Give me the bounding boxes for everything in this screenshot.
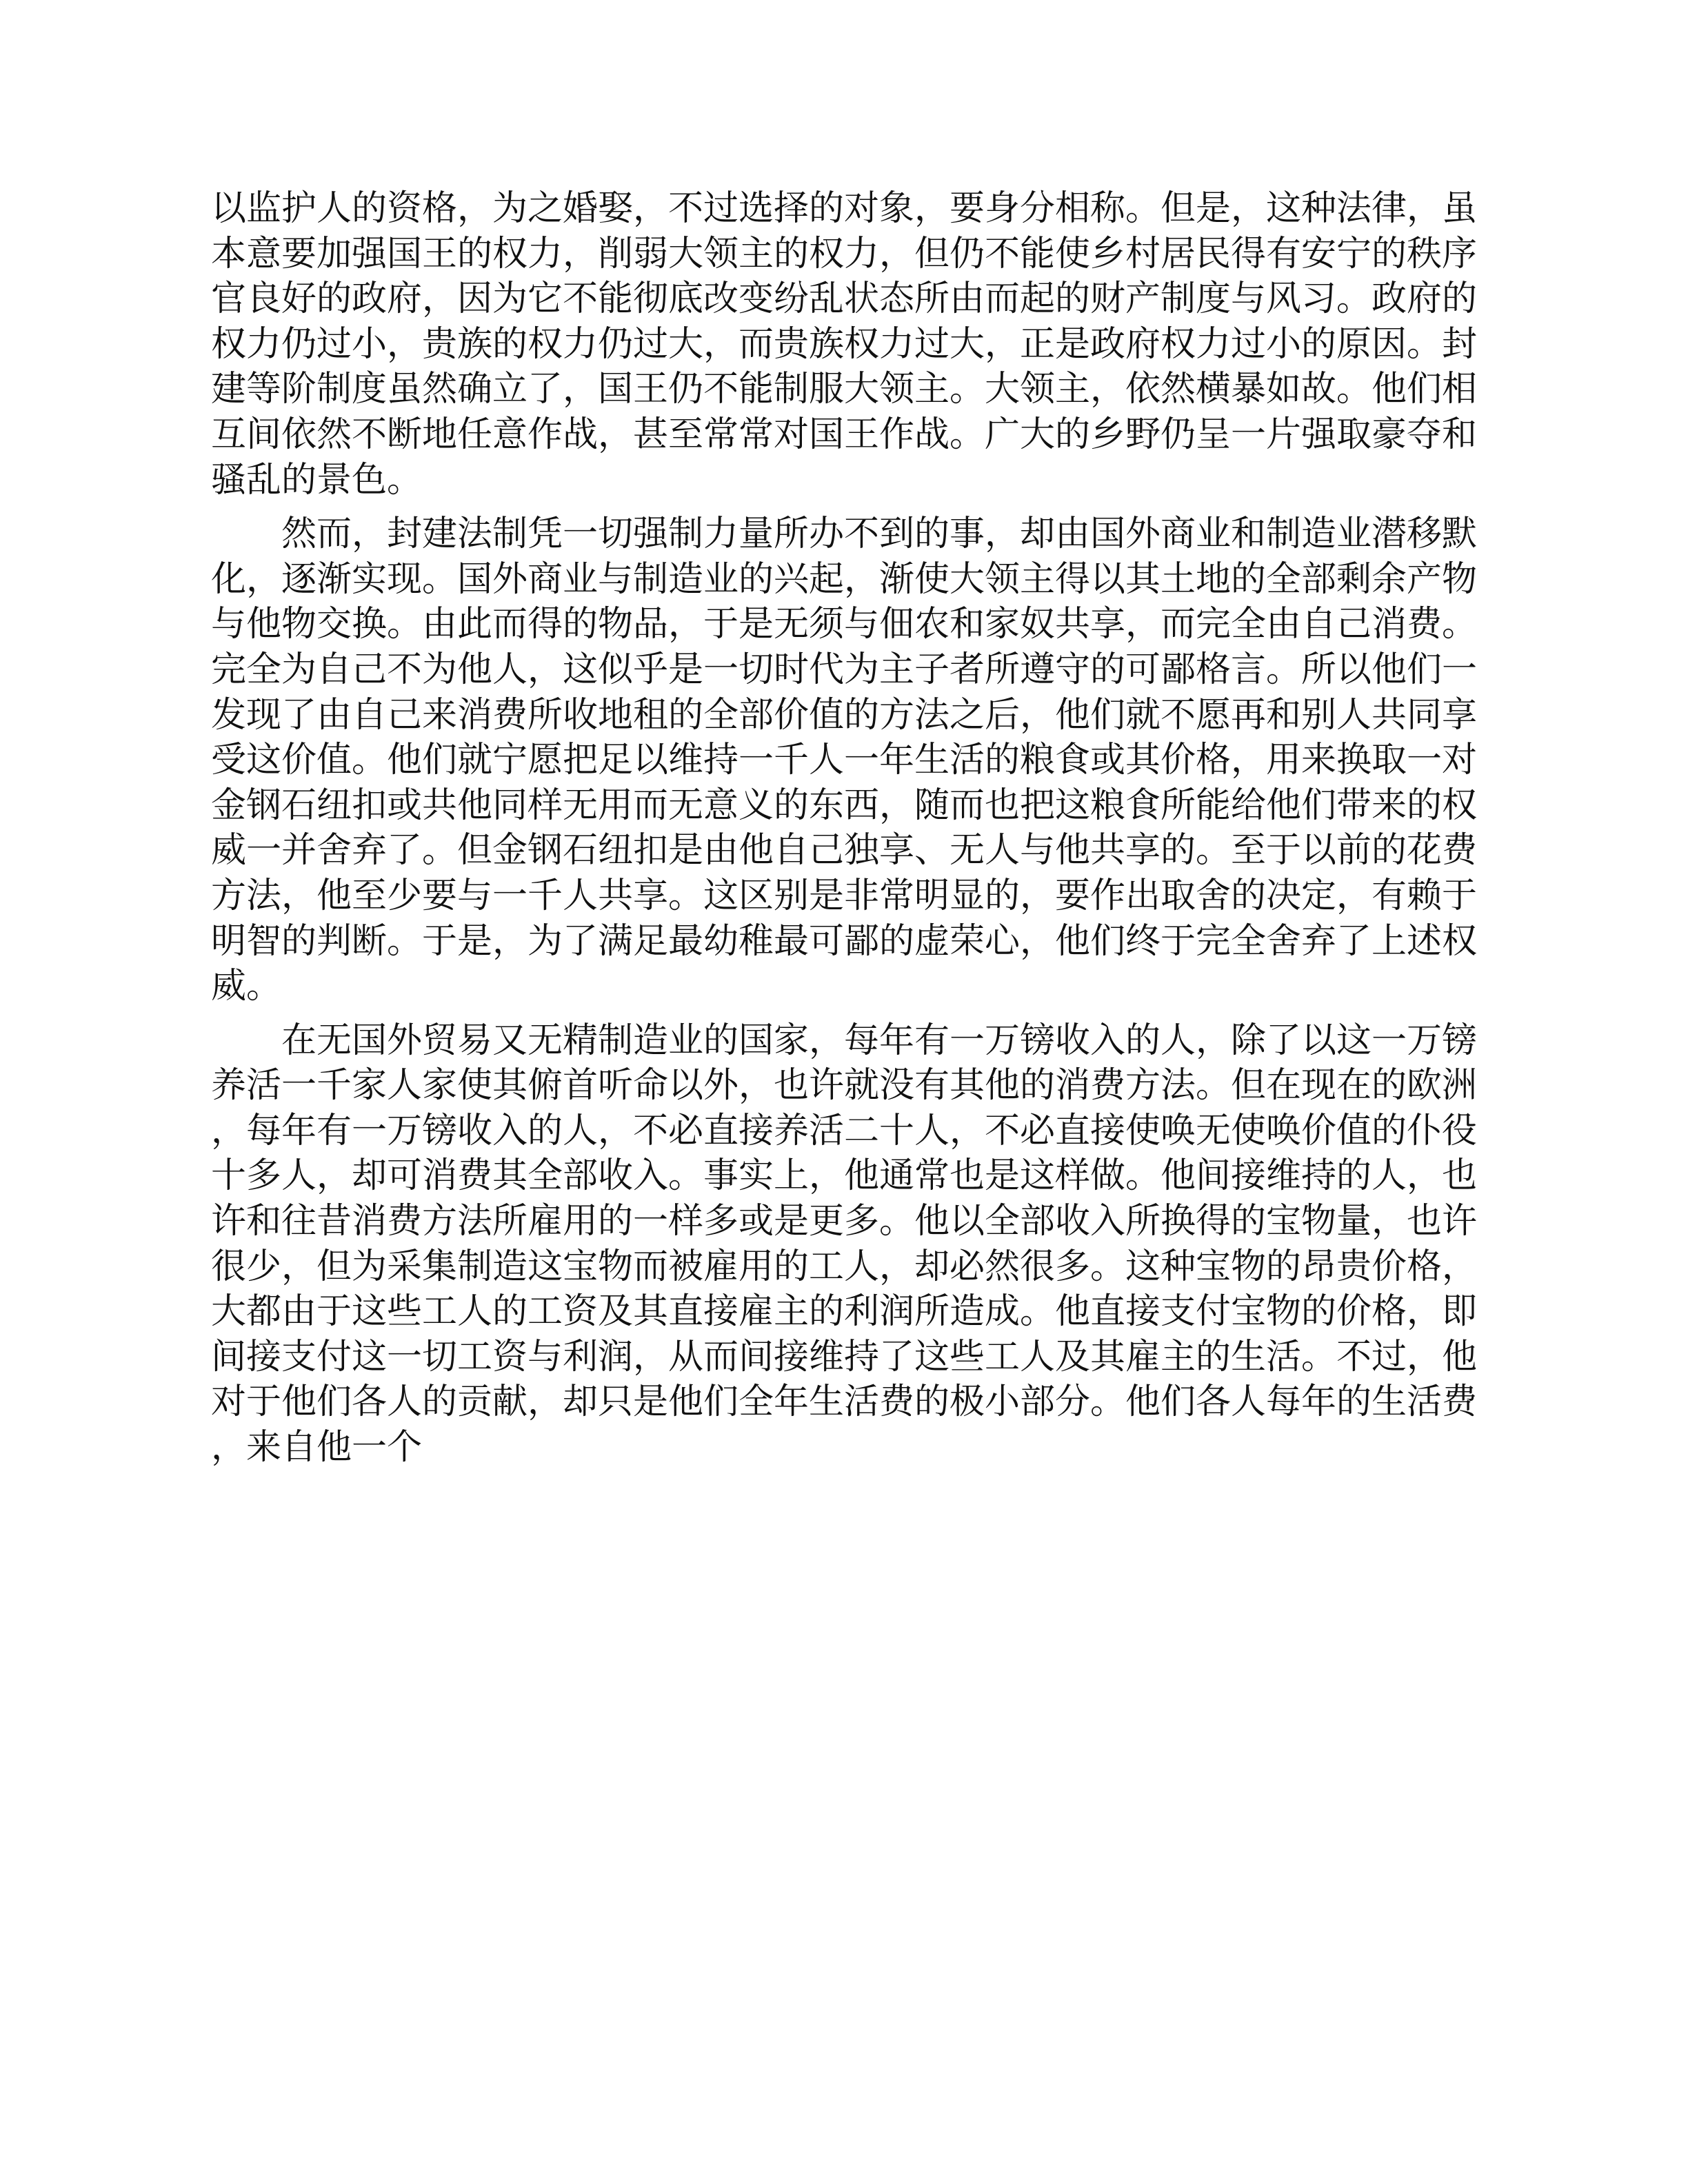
paragraph-1: 以监护人的资格，为之婚娶，不过选择的对象，要身分相称。但是，这种法律，虽本意要加强国王的权力，削弱大领主的权力，但仍不能使乡村居民得有安宁的秩序官良好的政府，因为它不能彻底改变纷乱状态所由而起的财产制度与风习。政府的权力仍过小，贵族的权力仍过大，而贵族权力过大，正是政府权力过小的原因。封建等阶制度虽然确立了，国王仍不能制服大领主。大领主，依然横暴如故。他们相互间依然不断地任意作战，甚至常常对国王作战。广大的乡野仍呈一片强取豪夺和骚乱的景色。: [211, 188, 1478, 501]
paragraph-3: 在无国外贸易又无精制造业的国家，每年有一万镑收入的人，除了以这一万镑养活一千家人家使其俯首听命以外，也许就没有其他的消费方法。但在现在的欧洲，每年有一万镑收入的人，不必直接养活二十人，不必直接使唤无使唤价值的仆役十多人，却可消费其全部收入。事实上，他通常也是这样做。他间接维持的人，也许和往昔消费方法所雇用的一样多或是更多。他以全部收入所换得的宝物量，也许很少，但为采集制造这宝物而被雇用的工人，却必然很多。这种宝物的昂贵价格，大都由于这些工人的工资及其直接雇主的利润所造成。他直接支付宝物的价格，即间接支付这一切工资与利润，从而间接维持了这些工人及其雇主的生活。不过，他对于他们各人的贡献，却只是他们全年生活费的极小部分。他们各人每年的生活费，来自他一个: [211, 1020, 1478, 1468]
paragraph-2: 然而，封建法制凭一切强制力量所办不到的事，却由国外商业和制造业潜移默化，逐渐实现。国外商业与制造业的兴起，渐使大领主得以其土地的全部剩余产物与他物交换。由此而得的物品，于是无须与佃农和家奴共享，而完全由自己消费。完全为自己不为他人，这似乎是一切时代为主子者所遵守的可鄙格言。所以他们一发现了由自己来消费所收地租的全部价值的方法之后，他们就不愿再和别人共同享受这价值。他们就宁愿把足以维持一千人一年生活的粮食或其价格，用来换取一对金钢石纽扣或共他同样无用而无意义的东西，随而也把这粮食所能给他们带来的权威一并舍弃了。但金钢石纽扣是由他自己独享、无人与他共享的。至于以前的花费方法，他至少要与一千人共享。这区别是非常明显的，要作出取舍的决定，有赖于明智的判断。于是，为了满足最幼稚最可鄙的虚荣心，他们终于完全舍弃了上述权威。: [211, 514, 1478, 1007]
body-text: [211, 186, 1477, 1479]
